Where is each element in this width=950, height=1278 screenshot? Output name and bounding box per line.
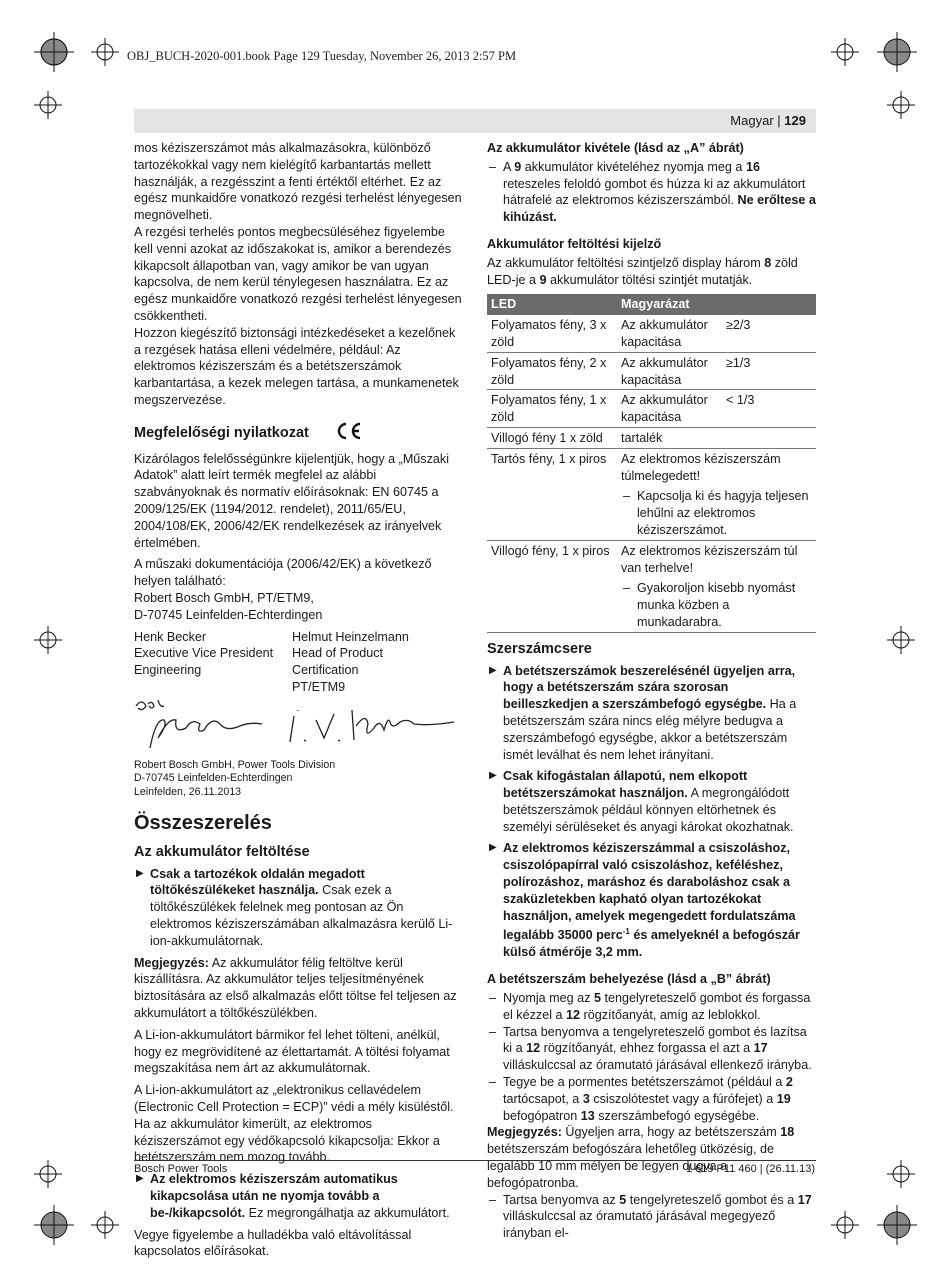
footer-rule <box>134 1160 816 1161</box>
tool-change-bullet: ▶ A betétszerszámok beszerelésénél ügyeljen arra, hogy a betétszerszám szára szorosan beilleszkedjen a szerszámbefogó egységbe. Ha a betétszerszám szára nincs elég mélyre bedugva a szerszámbefogó egységbe, akkor a betétszerszám ismét leválhat és nem lehet irányítani. <box>489 663 797 762</box>
triangle-bullet-icon: ▶ <box>136 867 144 879</box>
triangle-bullet-icon: ▶ <box>136 1173 144 1185</box>
table-row: Villogó fény, 1 x piros Az elektromos kéziszerszám túl van terhelve! – Gyakoroljon kisebb nyomást munka közben a munkadarabra. <box>487 540 816 632</box>
disposal-paragraph: Vegye figyelembe a hulladékba való eltávolítással kapcsolatos előírásokat. <box>134 1227 412 1259</box>
signer-2 <box>292 629 450 696</box>
led-table <box>487 294 816 632</box>
triangle-bullet-icon: ▶ <box>489 770 497 782</box>
column-header: Magyarázat <box>617 294 816 315</box>
intro-paragraph: Hozzon kiegészítő biztonsági intézkedéseket a kezelőnek a rezgések hatása elleni védelmére, például: Az elektromos kéziszerszám és a betétszerszámok karbantartása, a kezek melegen tartása, a munkamenetek megszervezése. <box>134 325 459 407</box>
footer-left: Bosch Power Tools <box>134 1163 228 1175</box>
signer-name: Henk Becker <box>134 629 207 644</box>
column-header: LED <box>487 294 617 315</box>
assembly-heading: Összeszerelés <box>134 812 272 834</box>
table-row: Folyamatos fény, 3 x zöld Az akkumulátor kapacitása ≥2/3 <box>487 315 816 352</box>
footer-right: 1 619 P11 460 | (26.11.13) <box>685 1163 815 1175</box>
removal-heading: Az akkumulátor kivétele (lásd az „A” ábrát) <box>487 141 744 155</box>
insert-step: – Tegye be a pormentes betétszerszámot (például a 2 tartócsapot, a 3 csiszolótestet vagy a fúrófejet) a 19 befogópatron 13 szerszámbefogó egységébe. <box>489 1075 793 1123</box>
page-number: 129 <box>784 113 806 128</box>
ce-mark-icon <box>335 421 363 446</box>
company-line: D-70745 Leinfelden-Echterdingen <box>134 772 293 784</box>
conformity-title: Megfelelőségi nyilatkozat <box>134 424 309 441</box>
indicator-heading: Akkumulátor feltöltési kijelző <box>487 236 662 251</box>
insert-heading: A betétszerszám behelyezése (lásd a „B” ábrát) <box>487 972 771 987</box>
removal-item: – A 9 akkumulátor kivételéhez nyomja meg a 16 reteszeles feloldó gombot és húzza ki az akkumulátort hátrafelé az elektromos kéziszerszámból. Ne erőltese a kihúzást. <box>489 159 816 225</box>
left-column <box>134 140 462 1260</box>
company-block <box>134 759 462 800</box>
tool-change-bullet: ▶ Az elektromos kéziszerszámmal a csiszoláshoz, csiszolópapírral való csiszoláshoz, keféléshez, polírozáshoz, maráshoz és daraboláshoz csak a szaküzletekben kapható olyan tartozékokat használjon, amelyek megengedett fordulatszáma legalább 35000 perc$^{-1}$ és amelyeknél a befogószár külső átmérője 3,2 mm. <box>489 841 800 960</box>
signer-title: Engineering <box>134 663 202 678</box>
signature-image <box>134 696 462 754</box>
ecp-paragraph: A Li-ion-akkumulátort az „elektronikus cellavédelem (Electronic Cell Protection = ECP)” védi a mély kisüléstől. Ha az akkumulátor kimerült, az elektromos kéziszerszámot egy védőkapcsoló kikapcsolja: Ekkor a betétszerszám nem mozog tovább. <box>134 1083 454 1165</box>
table-row: Folyamatos fény, 1 x zöld Az akkumulátor kapacitása < 1/3 <box>487 390 816 428</box>
table-row: Folyamatos fény, 2 x zöld Az akkumulátor kapacitása ≥1/3 <box>487 352 816 390</box>
tool-change-heading: Szerszámcsere <box>487 640 592 657</box>
indicator-text: Az akkumulátor feltöltési szintjelző display három 8 zöld LED-je a 9 akkumulátor töltési szintjét mutatják. <box>487 255 798 287</box>
note-paragraph <box>134 955 462 1022</box>
bullet-bold: Az elektromos kéziszerszám automatikus kikapcsolása után ne nyomja tovább a be-/kikapcsolót. <box>150 1172 398 1220</box>
signer-title: Head of Product Certification <box>292 646 384 678</box>
header-language: Magyar <box>730 113 774 128</box>
insert-step: – Tartsa benyomva az 5 tengelyreteszelő gombot és a 17 villáskulccsal az óramutató járásával megegyező irányban el- <box>489 1192 812 1241</box>
bullet-bold: Csak a tartozékok oldalán megadott töltőkészülékeket használja. <box>150 866 365 898</box>
auto-off-bullet <box>134 1171 462 1221</box>
header-separator: | <box>777 113 781 128</box>
insert-step: – Nyomja meg az 5 tengelyreteszelő gombot és forgassa el kézzel a 12 rögzítőanyát, amíg az leblokkol. <box>489 991 811 1022</box>
file-info-line: OBJ_BUCH-2020-001.book Page 129 Tuesday, November 26, 2013 2:57 PM <box>127 49 517 63</box>
table-row: Tartós fény, 1 x piros Az elektromos kéziszerszám túlmelegedett! – Kapcsolja ki és hagyja teljesen lehűlni az elektromos kéziszerszámot. <box>487 448 816 540</box>
charging-bullet <box>134 866 462 950</box>
bullet-text: Ez megrongálhatja az akkumulátort. <box>245 1205 450 1220</box>
bullet-text: Csak ezek a töltőkészülékek felelnek meg pontosan az Ön elektromos kéziszerszámában alkalmazásra kerülő Li-ion-akkumulátornak. <box>150 883 453 948</box>
docs-location-text: A műszaki dokumentációja (2006/42/EK) a következő helyen található: <box>134 557 432 589</box>
tool-change-bullet: ▶ Csak kifogástalan állapotú, nem elkopott betétszerszámokat használjon. A megrongálódott betétszerszámok például könnyen eltörhetnek és személyi sérüléseket és anyagi károkat okozhatnak. <box>489 769 794 834</box>
intro-paragraph: A rezgési terhelés pontos megbecsüléséhez figyelembe kell venni azokat az időszakokat is, amikor a berendezés kikapcsolt állapotban van, vagy amikor be van ugyan kapcsolva, de nem kerül ténylegesen használatra. Ez az egész munkaidőre vonatkozó rezgési terhelést lényegesen csökkentheti. <box>134 224 462 323</box>
address-line: D-70745 Leinfelden-Echterdingen <box>134 607 323 622</box>
signers <box>134 629 462 696</box>
right-column <box>487 140 816 1242</box>
table-header-row <box>487 294 816 315</box>
page-header <box>730 113 806 128</box>
company-line: Robert Bosch GmbH, Power Tools Division <box>134 758 336 771</box>
note-label: Megjegyzés: <box>134 955 209 970</box>
note-text: Az akkumulátor félig feltöltve kerül kiszállításra. Az akkumulátor teljes teljesítményének biztosítására az első alkalmazás előtt töltse fel teljesen az akkumulátort a töltőkészülékben. <box>134 955 457 1020</box>
signer-title: Executive Vice President <box>134 646 274 661</box>
signer-1 <box>134 629 292 696</box>
conformity-text: Kizárólagos felelősségünkre kijelentjük, hogy a „Műszaki Adatok” alatt leírt termék megfelel az alábbi szabványoknak és normatív előírásoknak: EN 60745 a 2009/125/EK (1194/2012. rendelet), 2011/65/EU, 2004/108/EK, 2006/42/EK rendelkezések az irányelvek értelmében. <box>134 451 450 550</box>
company-line: Leinfelden, 26.11.2013 <box>134 785 242 798</box>
signer-name: Helmut Heinzelmann <box>292 629 409 644</box>
intro-paragraph: mos kéziszerszámot más alkalmazásokra, különböző tartozékokkal vagy nem kielégítő karbantartás mellett használják, a rezgésszint a fenti értéktől eltérhet. Ez az egész munkaidőre vonatkozó rezgési terhelést lényegesen megnövelheti. <box>134 141 462 223</box>
table-row: Villogó fény 1 x zöld tartalék <box>487 427 816 448</box>
triangle-bullet-icon: ▶ <box>489 842 497 854</box>
insert-step: – Tartsa benyomva a tengelyreteszelő gombot és lazítsa ki a 12 rögzítőanyát, ehhez forgassa el azt a 17 villáskulccsal az óramutató járásával ellenkező irányba. <box>489 1024 812 1073</box>
header-bar <box>134 109 816 133</box>
insert-note: Megjegyzés: Ügyeljen arra, hogy az betétszerszám 18 betétszerszám befogószára lehetőleg ütközésig, de legalább 10 mm mélyen be legyen dugva a befogópatronba. <box>487 1125 795 1190</box>
address-line: Robert Bosch GmbH, PT/ETM9, <box>134 590 314 605</box>
signer-title: PT/ETM9 <box>292 679 346 694</box>
triangle-bullet-icon: ▶ <box>489 664 497 676</box>
anytime-charge-paragraph: A Li-ion-akkumulátort bármikor fel lehet tölteni, anélkül, hogy ez megrövidítené az élettartamát. A töltési folyamat megszakítása nem árt az akkumulátornak. <box>134 1027 450 1076</box>
charging-heading: Az akkumulátor feltöltése <box>134 843 310 860</box>
conformity-heading <box>134 421 462 446</box>
